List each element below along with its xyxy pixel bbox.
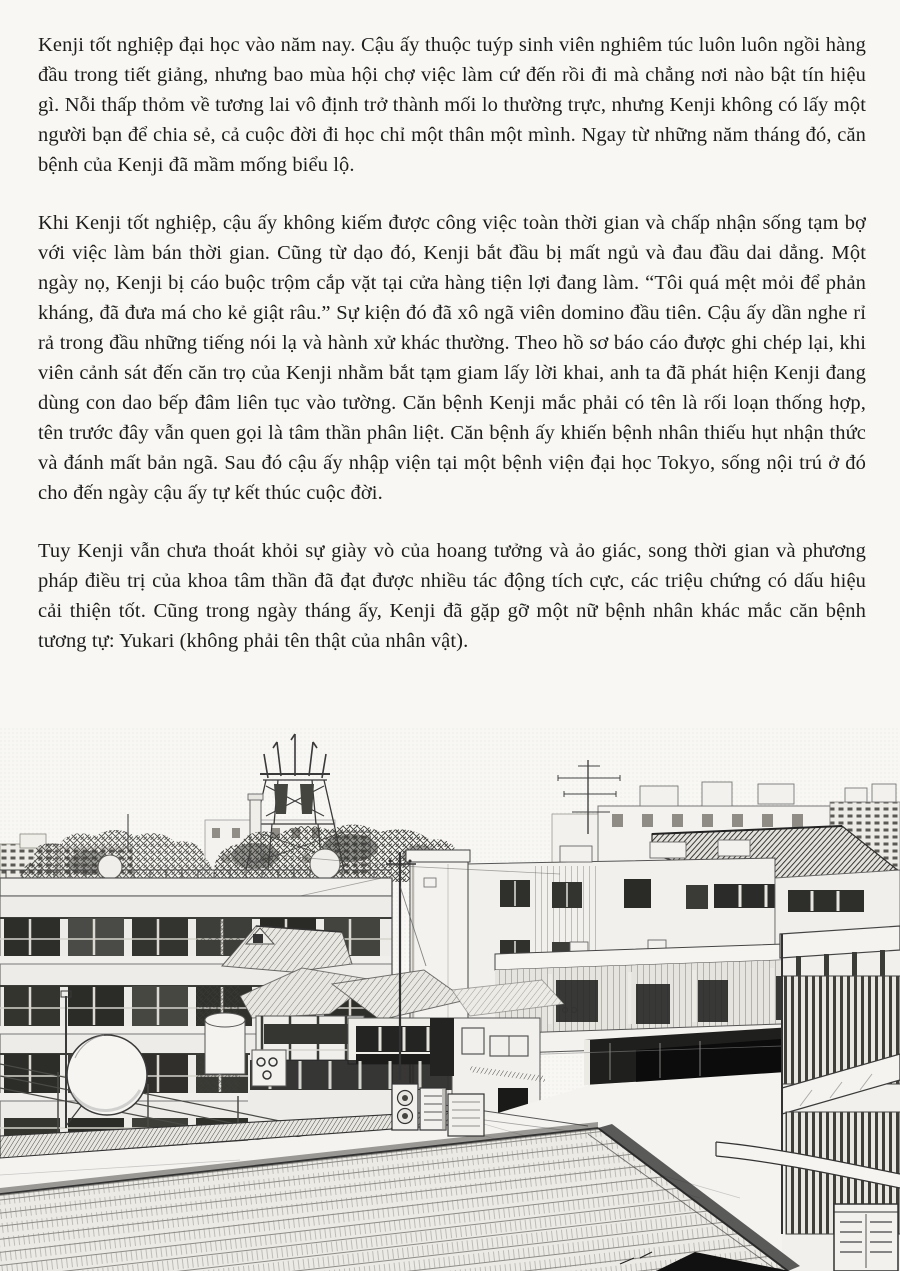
rooftop-ac-box: [834, 1204, 898, 1271]
cityscape-illustration: [0, 728, 900, 1271]
paragraph-3: Tuy Kenji vẫn chưa thoát khỏi sự giày vò của hoang tưởng và ảo giác, song thời gian và phương pháp điều trị của khoa tâm thần đã đạt được nhiều tác động tích cực, các triệu chứng có dấu hiệu cải thiện tốt. Cũng trong ngày tháng ấy, Kenji đã gặp gỡ một nữ bệnh nhân khác mắc căn bệnh tương tự: Yukari (không phải tên thật của nhân vật).: [38, 540, 866, 652]
cylinder-tank: [205, 1013, 245, 1074]
paragraph-2: Khi Kenji tốt nghiệp, cậu ấy không kiếm được công việc toàn thời gian và chấp nhận sống tạm bợ với việc làm bán thời gian. Cũng từ dạo đó, Kenji bắt đầu bị mất ngủ và đau đầu dai dẳng. Một ngày nọ, Kenji bị cáo buộc trộm cắp vặt tại cửa hàng tiện lợi đang làm. “Tôi quá mệt mỏi để phản kháng, đã đưa má cho kẻ giật râu.” Sự kiện đó đã xô ngã viên domino đầu tiên. Cậu ấy dần nghe rỉ rả trong đầu những tiếng nói lạ và hành xử khác thường. Theo hồ sơ báo cáo được ghi chép lại, khi viên cảnh sát đến căn trọ của Kenji nhằm bắt tạm giam lấy lời khai, anh ta đã phát hiện Kenji đang dùng con dao bếp đâm liên tục vào tường. Căn bệnh Kenji mắc phải có tên là rối loạn thống hợp, tên trước đây vẫn quen gọi là tâm thần phân liệt. Căn bệnh ấy khiến bệnh nhân thiếu hụt nhận thức và đánh mất bản ngã. Sau đó cậu ấy nhập viện tại một bệnh viện đại học Tokyo, sống nội trú ở đó cho đến ngày cậu ấy tự kết thúc cuộc đời.: [38, 212, 866, 504]
vent-shed: [252, 1050, 286, 1086]
round-bush: [98, 855, 122, 879]
louvered-building: [780, 926, 900, 1271]
paragraph-1: Kenji tốt nghiệp đại học vào năm nay. Cậu ấy thuộc tuýp sinh viên nghiêm túc luôn luôn ngồi hàng đầu trong tiết giảng, nhưng bao mùa hội chợ việc làm cứ đến rồi đi mà chẳng nơi nào bật tín hiệu gì. Nỗi thấp thỏm về tương lai vô định trở thành mối lo thường trực, nhưng Kenji không có lấy một người bạn để chia sẻ, cả cuộc đời đi học chỉ một thân một mình. Ngay từ những năm tháng đó, căn bệnh của Kenji đã mầm mống biểu lộ.: [38, 34, 866, 176]
round-bush: [310, 849, 340, 879]
spherical-water-tank: [67, 1035, 147, 1115]
